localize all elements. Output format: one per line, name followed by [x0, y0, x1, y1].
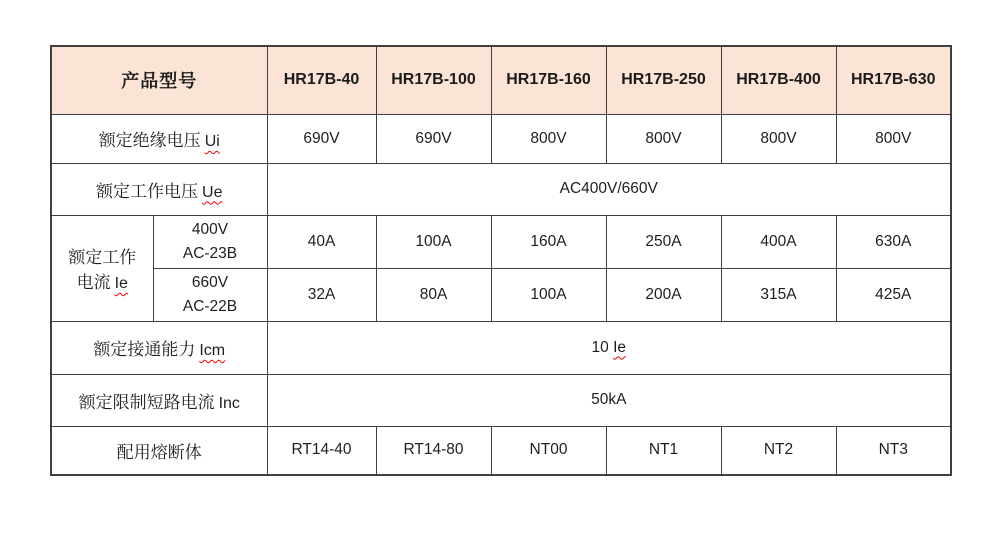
row-label-ie [51, 215, 153, 321]
ie-660v-value: 80A [376, 268, 491, 321]
ui-value: 800V [836, 114, 951, 163]
model-header-hr17b-160: HR17B-160 [491, 46, 606, 114]
model-header-hr17b-400: HR17B-400 [721, 46, 836, 114]
fuse-value: NT2 [721, 426, 836, 475]
model-header-hr17b-40: HR17B-40 [267, 46, 376, 114]
row-label-ue [51, 163, 267, 215]
ie-660v-value: 425A [836, 268, 951, 321]
icm-merged-value [267, 321, 951, 374]
row-label-inc-symbol: Inc [218, 394, 240, 412]
row-label-ue-zh: 额定工作电压 [96, 181, 199, 201]
model-header-hr17b-250: HR17B-250 [606, 46, 721, 114]
ie-400v-value: 40A [267, 215, 376, 268]
row-label-icm-symbol: Icm [199, 342, 226, 360]
fuse-value: RT14-80 [376, 426, 491, 475]
ie-condition-660v-line1: 660V [191, 273, 229, 291]
ie-400v-value: 160A [491, 215, 606, 268]
corner-header-product-model: 产品型号 [51, 46, 267, 114]
row-label-inc-zh: 额定限制短路电流 [78, 392, 215, 412]
row-label-icm-zh: 额定接通能力 [93, 340, 196, 360]
ie-660v-value: 100A [491, 268, 606, 321]
row-rated-insulation-voltage [51, 114, 951, 163]
ui-value: 800V [606, 114, 721, 163]
ie-400v-value: 400A [721, 215, 836, 268]
ie-condition-660v [153, 268, 267, 321]
row-label-ie-zh-line1: 额定工作 [68, 248, 137, 268]
model-header-hr17b-630: HR17B-630 [836, 46, 951, 114]
ie-condition-400v-line2: AC-23B [182, 244, 238, 262]
row-label-inc [51, 374, 267, 426]
ui-value: 800V [721, 114, 836, 163]
ie-660v-value: 315A [721, 268, 836, 321]
fuse-value: NT00 [491, 426, 606, 475]
icm-value-number: 10 [591, 338, 609, 356]
ie-condition-660v-line2: AC-22B [182, 297, 238, 315]
row-matching-fuse-link [51, 426, 951, 475]
model-header-hr17b-100: HR17B-100 [376, 46, 491, 114]
fuse-value: NT3 [836, 426, 951, 475]
row-rated-working-current-660v [51, 268, 951, 321]
header-row [51, 46, 951, 114]
inc-merged-value: 50kA [267, 374, 951, 426]
row-label-ie-zh-line2: 电流 [76, 273, 111, 293]
ie-400v-value: 250A [606, 215, 721, 268]
row-label-icm [51, 321, 267, 374]
fuse-value: NT1 [606, 426, 721, 475]
ie-660v-value: 200A [606, 268, 721, 321]
ie-400v-value: 100A [376, 215, 491, 268]
row-rated-limited-short-circuit-current [51, 374, 951, 426]
row-label-fuse-zh: 配用熔断体 [116, 442, 202, 462]
row-label-ie-symbol: Ie [114, 275, 128, 293]
row-label-ue-symbol: Ue [202, 183, 223, 201]
row-label-fuse [51, 426, 267, 475]
ie-condition-400v [153, 215, 267, 268]
row-label-ui-symbol: Ui [204, 133, 220, 150]
row-rated-working-voltage [51, 163, 951, 215]
icm-value-unit: Ie [613, 338, 626, 356]
ui-value: 690V [267, 114, 376, 163]
ie-400v-value: 630A [836, 215, 951, 268]
row-label-ui [51, 114, 267, 163]
product-spec-table [50, 45, 952, 476]
row-rated-working-current-400v [51, 215, 951, 268]
fuse-value: RT14-40 [267, 426, 376, 475]
row-label-ui-zh: 额定绝缘电压 [98, 131, 201, 150]
row-rated-making-capacity [51, 321, 951, 374]
ui-value: 690V [376, 114, 491, 163]
ui-value: 800V [491, 114, 606, 163]
ue-merged-value: AC400V/660V [267, 163, 951, 215]
ie-660v-value: 32A [267, 268, 376, 321]
ie-condition-400v-line1: 400V [191, 220, 229, 238]
